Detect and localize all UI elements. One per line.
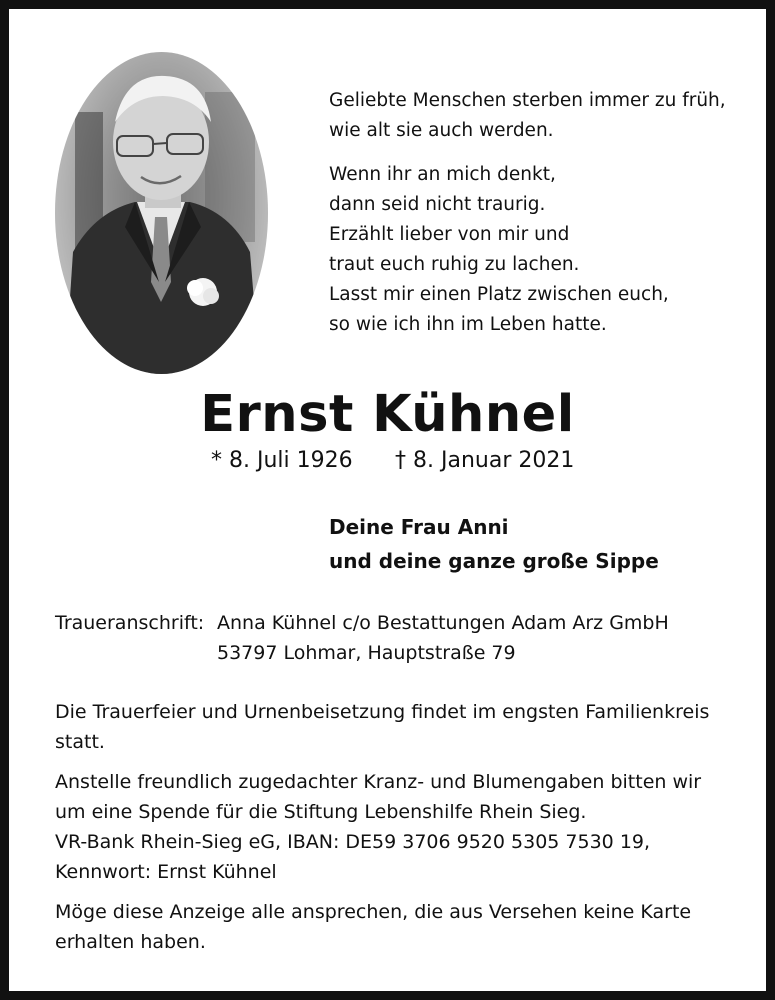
text-line: Anstelle freundlich zugedachter Kranz- und Blumengaben bitten wir bbox=[55, 771, 702, 793]
closing-paragraph bbox=[55, 897, 745, 957]
text-line: Möge diese Anzeige alle ansprechen, die aus Versehen keine Karte bbox=[55, 901, 692, 923]
poem-stanza-1 bbox=[329, 86, 749, 146]
text-line: Die Trauerfeier und Urnenbeisetzung findet im engsten Familienkreis bbox=[55, 701, 710, 723]
text-line: um eine Spende für die Stiftung Lebenshilfe Rhein Sieg. bbox=[55, 801, 587, 823]
poem-line: Wenn ihr an mich denkt, bbox=[329, 164, 556, 185]
mourning-address bbox=[217, 608, 669, 668]
poem-line: Erzählt lieber von mir und bbox=[329, 224, 570, 245]
poem-line: Geliebte Menschen sterben immer zu früh, bbox=[329, 90, 726, 111]
poem-line: dann seid nicht traurig. bbox=[329, 194, 546, 215]
mourners-signature bbox=[329, 510, 659, 578]
portrait-photo bbox=[55, 52, 268, 374]
mourners-line: und deine ganze große Sippe bbox=[329, 549, 659, 573]
notice-text bbox=[55, 697, 745, 957]
poem-stanza-2 bbox=[329, 160, 749, 340]
text-line: statt. bbox=[55, 731, 105, 753]
poem-line: traut euch ruhig zu lachen. bbox=[329, 254, 580, 275]
text-line: Kennwort: Ernst Kühnel bbox=[55, 861, 277, 883]
poem-line: Lasst mir einen Platz zwischen euch, bbox=[329, 284, 669, 305]
text-line: VR-Bank Rhein-Sieg eG, IBAN: DE59 3706 9520 5305 7530 19, bbox=[55, 831, 651, 853]
poem bbox=[329, 86, 749, 340]
death-date: † 8. Januar 2021 bbox=[395, 448, 575, 473]
donation-paragraph bbox=[55, 767, 745, 887]
funeral-paragraph bbox=[55, 697, 745, 757]
address-line: Anna Kühnel c/o Bestattungen Adam Arz GmbH bbox=[217, 612, 669, 634]
birth-date: * 8. Juli 1926 bbox=[211, 448, 353, 473]
deceased-name: Ernst Kühnel bbox=[200, 385, 575, 444]
address-label: Traueranschrift: bbox=[55, 612, 205, 634]
text-line: erhalten haben. bbox=[55, 931, 206, 953]
address-line: 53797 Lohmar, Hauptstraße 79 bbox=[217, 642, 516, 664]
poem-line: so wie ich ihn im Leben hatte. bbox=[329, 314, 607, 335]
mourners-line: Deine Frau Anni bbox=[329, 515, 509, 539]
poem-line: wie alt sie auch werden. bbox=[329, 120, 554, 141]
